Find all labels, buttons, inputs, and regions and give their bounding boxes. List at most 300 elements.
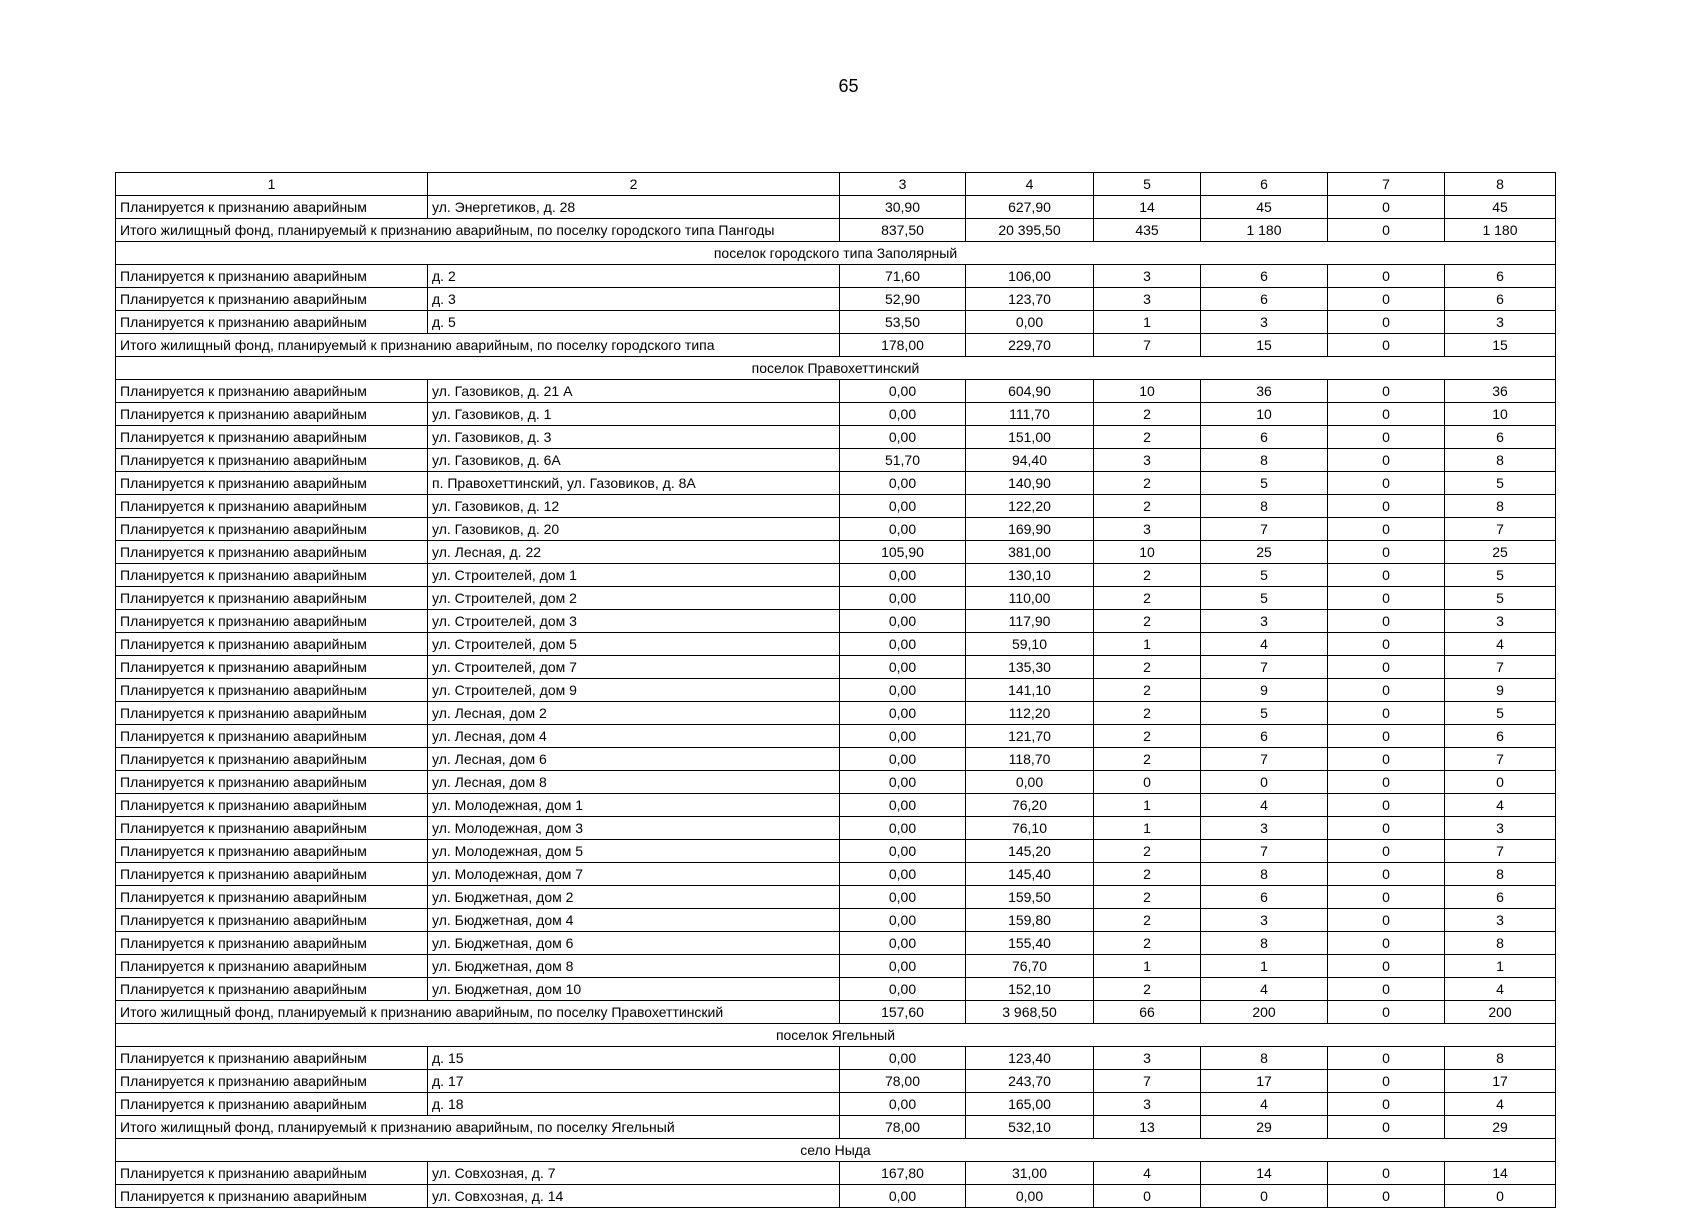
value-cell: 0 [1328, 817, 1445, 840]
value-cell: 2 [1094, 909, 1201, 932]
table-row [116, 863, 1556, 886]
value-cell: 0,00 [840, 978, 966, 1001]
value-cell: 17 [1445, 1070, 1556, 1093]
table-row [116, 495, 1556, 518]
value-cell: 2 [1094, 725, 1201, 748]
total-label: Итого жилищный фонд, планируемый к признанию аварийным, по поселку Правохеттинский [116, 1001, 840, 1024]
address-cell: ул. Лесная, д. 22 [428, 541, 840, 564]
value-cell: 229,70 [966, 334, 1094, 357]
value-cell: 20 395,50 [966, 219, 1094, 242]
value-cell: 0,00 [840, 932, 966, 955]
value-cell: 0,00 [966, 311, 1094, 334]
table-row [116, 472, 1556, 495]
value-cell: 36 [1445, 380, 1556, 403]
value-cell: 2 [1094, 932, 1201, 955]
value-cell: 117,90 [966, 610, 1094, 633]
column-number-header-row [116, 173, 1556, 196]
value-cell: 0,00 [840, 771, 966, 794]
value-cell: 1 [1094, 311, 1201, 334]
value-cell: 159,80 [966, 909, 1094, 932]
value-cell: 145,40 [966, 863, 1094, 886]
value-cell: 0,00 [840, 794, 966, 817]
table-row [116, 449, 1556, 472]
value-cell: 0 [1328, 1185, 1445, 1208]
value-cell: 0,00 [840, 955, 966, 978]
value-cell: 122,20 [966, 495, 1094, 518]
value-cell: 0 [1328, 748, 1445, 771]
value-cell: 4 [1201, 633, 1328, 656]
status-cell: Планируется к признанию аварийным [116, 587, 428, 610]
value-cell: 0 [1328, 679, 1445, 702]
address-cell: д. 2 [428, 265, 840, 288]
table-row [116, 817, 1556, 840]
status-cell: Планируется к признанию аварийным [116, 1070, 428, 1093]
address-cell: ул. Газовиков, д. 6А [428, 449, 840, 472]
table-row [116, 311, 1556, 334]
value-cell: 8 [1201, 449, 1328, 472]
table-row [116, 564, 1556, 587]
value-cell: 0 [1328, 840, 1445, 863]
value-cell: 1 [1094, 633, 1201, 656]
status-cell: Планируется к признанию аварийным [116, 472, 428, 495]
value-cell: 10 [1445, 403, 1556, 426]
value-cell: 0 [1328, 955, 1445, 978]
value-cell: 2 [1094, 426, 1201, 449]
value-cell: 0,00 [840, 817, 966, 840]
status-cell: Планируется к признанию аварийным [116, 265, 428, 288]
value-cell: 435 [1094, 219, 1201, 242]
status-cell: Планируется к признанию аварийным [116, 886, 428, 909]
table-row [116, 794, 1556, 817]
value-cell: 2 [1094, 495, 1201, 518]
value-cell: 6 [1445, 288, 1556, 311]
value-cell: 0,00 [840, 656, 966, 679]
value-cell: 1 [1094, 817, 1201, 840]
value-cell: 8 [1201, 932, 1328, 955]
value-cell: 112,20 [966, 702, 1094, 725]
table-row [116, 656, 1556, 679]
value-cell: 6 [1201, 886, 1328, 909]
address-cell: ул. Бюджетная, дом 6 [428, 932, 840, 955]
value-cell: 155,40 [966, 932, 1094, 955]
table-row [116, 748, 1556, 771]
address-cell: ул. Совхозная, д. 7 [428, 1162, 840, 1185]
status-cell: Планируется к признанию аварийным [116, 1093, 428, 1116]
section-title: поселок Ягельный [116, 1024, 1556, 1047]
table-row [116, 587, 1556, 610]
status-cell: Планируется к признанию аварийным [116, 955, 428, 978]
address-cell: ул. Лесная, дом 6 [428, 748, 840, 771]
address-cell: ул. Лесная, дом 8 [428, 771, 840, 794]
value-cell: 4 [1445, 794, 1556, 817]
status-cell: Планируется к признанию аварийным [116, 1047, 428, 1070]
status-cell: Планируется к признанию аварийным [116, 748, 428, 771]
value-cell: 167,80 [840, 1162, 966, 1185]
value-cell: 152,10 [966, 978, 1094, 1001]
value-cell: 0 [1328, 265, 1445, 288]
value-cell: 9 [1445, 679, 1556, 702]
value-cell: 0 [1328, 449, 1445, 472]
status-cell: Планируется к признанию аварийным [116, 978, 428, 1001]
value-cell: 2 [1094, 863, 1201, 886]
value-cell: 7 [1445, 518, 1556, 541]
value-cell: 2 [1094, 886, 1201, 909]
value-cell: 8 [1445, 932, 1556, 955]
value-cell: 0,00 [840, 587, 966, 610]
table-row [116, 633, 1556, 656]
status-cell: Планируется к признанию аварийным [116, 449, 428, 472]
value-cell: 121,70 [966, 725, 1094, 748]
status-cell: Планируется к признанию аварийным [116, 288, 428, 311]
value-cell: 53,50 [840, 311, 966, 334]
address-cell: ул. Строителей, дом 9 [428, 679, 840, 702]
value-cell: 76,70 [966, 955, 1094, 978]
status-cell: Планируется к признанию аварийным [116, 817, 428, 840]
value-cell: 2 [1094, 610, 1201, 633]
value-cell: 159,50 [966, 886, 1094, 909]
value-cell: 0,00 [840, 403, 966, 426]
value-cell: 13 [1094, 1116, 1201, 1139]
value-cell: 1 180 [1201, 219, 1328, 242]
value-cell: 157,60 [840, 1001, 966, 1024]
value-cell: 0 [1328, 426, 1445, 449]
value-cell: 0,00 [840, 702, 966, 725]
value-cell: 0 [1328, 518, 1445, 541]
value-cell: 200 [1445, 1001, 1556, 1024]
value-cell: 0 [1201, 771, 1328, 794]
value-cell: 0 [1328, 886, 1445, 909]
table-row [116, 909, 1556, 932]
value-cell: 2 [1094, 679, 1201, 702]
value-cell: 3 [1094, 288, 1201, 311]
value-cell: 76,20 [966, 794, 1094, 817]
value-cell: 8 [1445, 449, 1556, 472]
value-cell: 5 [1201, 702, 1328, 725]
value-cell: 604,90 [966, 380, 1094, 403]
value-cell: 10 [1201, 403, 1328, 426]
address-cell: ул. Газовиков, д. 12 [428, 495, 840, 518]
value-cell: 7 [1445, 840, 1556, 863]
value-cell: 837,50 [840, 219, 966, 242]
value-cell: 2 [1094, 978, 1201, 1001]
total-row [116, 219, 1556, 242]
value-cell: 135,30 [966, 656, 1094, 679]
value-cell: 29 [1445, 1116, 1556, 1139]
value-cell: 2 [1094, 748, 1201, 771]
address-cell: ул. Строителей, дом 7 [428, 656, 840, 679]
value-cell: 200 [1201, 1001, 1328, 1024]
status-cell: Планируется к признанию аварийным [116, 840, 428, 863]
address-cell: ул. Газовиков, д. 21 А [428, 380, 840, 403]
table-row [116, 1162, 1556, 1185]
value-cell: 0 [1328, 656, 1445, 679]
value-cell: 8 [1445, 1047, 1556, 1070]
value-cell: 66 [1094, 1001, 1201, 1024]
value-cell: 9 [1201, 679, 1328, 702]
column-header: 2 [428, 173, 840, 196]
value-cell: 0 [1328, 909, 1445, 932]
address-cell: д. 5 [428, 311, 840, 334]
value-cell: 3 [1094, 518, 1201, 541]
value-cell: 10 [1094, 380, 1201, 403]
value-cell: 6 [1445, 886, 1556, 909]
value-cell: 0,00 [840, 679, 966, 702]
status-cell: Планируется к признанию аварийным [116, 518, 428, 541]
value-cell: 0 [1328, 564, 1445, 587]
address-cell: ул. Газовиков, д. 3 [428, 426, 840, 449]
column-header: 7 [1328, 173, 1445, 196]
value-cell: 2 [1094, 472, 1201, 495]
value-cell: 0 [1328, 1116, 1445, 1139]
value-cell: 0,00 [840, 564, 966, 587]
value-cell: 5 [1201, 472, 1328, 495]
value-cell: 0 [1328, 702, 1445, 725]
value-cell: 0 [1328, 610, 1445, 633]
status-cell: Планируется к признанию аварийным [116, 541, 428, 564]
address-cell: ул. Газовиков, д. 20 [428, 518, 840, 541]
status-cell: Планируется к признанию аварийным [116, 564, 428, 587]
value-cell: 0 [1328, 1001, 1445, 1024]
address-cell: ул. Строителей, дом 2 [428, 587, 840, 610]
value-cell: 151,00 [966, 426, 1094, 449]
status-cell: Планируется к признанию аварийным [116, 771, 428, 794]
value-cell: 3 [1094, 1093, 1201, 1116]
value-cell: 381,00 [966, 541, 1094, 564]
address-cell: ул. Строителей, дом 5 [428, 633, 840, 656]
value-cell: 25 [1201, 541, 1328, 564]
value-cell: 2 [1094, 840, 1201, 863]
value-cell: 51,70 [840, 449, 966, 472]
value-cell: 6 [1445, 426, 1556, 449]
value-cell: 0 [1328, 403, 1445, 426]
value-cell: 7 [1201, 656, 1328, 679]
value-cell: 0 [1328, 771, 1445, 794]
value-cell: 52,90 [840, 288, 966, 311]
value-cell: 6 [1201, 265, 1328, 288]
value-cell: 0 [1445, 771, 1556, 794]
address-cell: ул. Бюджетная, дом 10 [428, 978, 840, 1001]
address-cell: ул. Бюджетная, дом 4 [428, 909, 840, 932]
value-cell: 6 [1445, 265, 1556, 288]
value-cell: 7 [1201, 840, 1328, 863]
status-cell: Планируется к признанию аварийным [116, 610, 428, 633]
value-cell: 59,10 [966, 633, 1094, 656]
status-cell: Планируется к признанию аварийным [116, 702, 428, 725]
value-cell: 6 [1201, 288, 1328, 311]
value-cell: 0,00 [840, 426, 966, 449]
value-cell: 14 [1201, 1162, 1328, 1185]
value-cell: 31,00 [966, 1162, 1094, 1185]
address-cell: ул. Молодежная, дом 5 [428, 840, 840, 863]
address-cell: ул. Газовиков, д. 1 [428, 403, 840, 426]
value-cell: 0 [1201, 1185, 1328, 1208]
value-cell: 5 [1201, 564, 1328, 587]
value-cell: 3 [1445, 817, 1556, 840]
value-cell: 0 [1094, 1185, 1201, 1208]
value-cell: 5 [1445, 702, 1556, 725]
value-cell: 0 [1328, 541, 1445, 564]
value-cell: 14 [1094, 196, 1201, 219]
value-cell: 0,00 [840, 472, 966, 495]
value-cell: 0 [1328, 725, 1445, 748]
value-cell: 243,70 [966, 1070, 1094, 1093]
status-cell: Планируется к признанию аварийным [116, 403, 428, 426]
address-cell: ул. Строителей, дом 3 [428, 610, 840, 633]
value-cell: 1 [1094, 955, 1201, 978]
value-cell: 15 [1445, 334, 1556, 357]
value-cell: 45 [1201, 196, 1328, 219]
value-cell: 0,00 [840, 725, 966, 748]
address-cell: ул. Строителей, дом 1 [428, 564, 840, 587]
column-header: 5 [1094, 173, 1201, 196]
table-row [116, 886, 1556, 909]
value-cell: 3 [1201, 610, 1328, 633]
total-label: Итого жилищный фонд, планируемый к признанию аварийным, по поселку Ягельный [116, 1116, 840, 1139]
table-row [116, 840, 1556, 863]
total-row [116, 334, 1556, 357]
value-cell: 6 [1445, 725, 1556, 748]
status-cell: Планируется к признанию аварийным [116, 311, 428, 334]
value-cell: 0,00 [966, 771, 1094, 794]
value-cell: 45 [1445, 196, 1556, 219]
value-cell: 5 [1445, 472, 1556, 495]
value-cell: 30,90 [840, 196, 966, 219]
value-cell: 78,00 [840, 1070, 966, 1093]
address-cell: д. 17 [428, 1070, 840, 1093]
value-cell: 0,00 [840, 1185, 966, 1208]
value-cell: 4 [1201, 1093, 1328, 1116]
table-row [116, 610, 1556, 633]
value-cell: 0,00 [840, 518, 966, 541]
table-row [116, 541, 1556, 564]
value-cell: 3 [1445, 610, 1556, 633]
value-cell: 7 [1201, 518, 1328, 541]
value-cell: 7 [1094, 334, 1201, 357]
value-cell: 0,00 [840, 633, 966, 656]
table-row [116, 1093, 1556, 1116]
value-cell: 3 [1445, 909, 1556, 932]
status-cell: Планируется к признанию аварийным [116, 380, 428, 403]
address-cell: д. 3 [428, 288, 840, 311]
address-cell: ул. Совхозная, д. 14 [428, 1185, 840, 1208]
value-cell: 4 [1201, 794, 1328, 817]
section-title: поселок городского типа Заполярный [116, 242, 1556, 265]
table-row [116, 265, 1556, 288]
value-cell: 3 [1201, 817, 1328, 840]
total-label: Итого жилищный фонд, планируемый к признанию аварийным, по поселку городского типа Пангоды [116, 219, 840, 242]
value-cell: 0 [1328, 288, 1445, 311]
table-row [116, 403, 1556, 426]
value-cell: 71,60 [840, 265, 966, 288]
value-cell: 3 [1201, 311, 1328, 334]
value-cell: 17 [1201, 1070, 1328, 1093]
status-cell: Планируется к признанию аварийным [116, 932, 428, 955]
page-number: 65 [838, 76, 859, 96]
address-cell: ул. Бюджетная, дом 8 [428, 955, 840, 978]
value-cell: 1 180 [1445, 219, 1556, 242]
status-cell: Планируется к признанию аварийным [116, 495, 428, 518]
value-cell: 0,00 [840, 886, 966, 909]
table-row [116, 702, 1556, 725]
value-cell: 4 [1094, 1162, 1201, 1185]
value-cell: 106,00 [966, 265, 1094, 288]
value-cell: 2 [1094, 587, 1201, 610]
address-cell: д. 15 [428, 1047, 840, 1070]
status-cell: Планируется к признанию аварийным [116, 909, 428, 932]
value-cell: 4 [1445, 978, 1556, 1001]
value-cell: 0,00 [966, 1185, 1094, 1208]
value-cell: 2 [1094, 403, 1201, 426]
value-cell: 8 [1445, 863, 1556, 886]
column-header: 8 [1445, 173, 1556, 196]
value-cell: 1 [1445, 955, 1556, 978]
value-cell: 0 [1328, 1093, 1445, 1116]
value-cell: 169,90 [966, 518, 1094, 541]
column-header: 3 [840, 173, 966, 196]
section-title: село Ныда [116, 1139, 1556, 1162]
value-cell: 76,10 [966, 817, 1094, 840]
value-cell: 1 [1094, 794, 1201, 817]
value-cell: 0 [1328, 495, 1445, 518]
value-cell: 0 [1094, 771, 1201, 794]
table-row [116, 932, 1556, 955]
value-cell: 0,00 [840, 380, 966, 403]
address-cell: ул. Энергетиков, д. 28 [428, 196, 840, 219]
value-cell: 10 [1094, 541, 1201, 564]
value-cell: 0 [1328, 472, 1445, 495]
value-cell: 111,70 [966, 403, 1094, 426]
value-cell: 3 [1445, 311, 1556, 334]
status-cell: Планируется к признанию аварийным [116, 1162, 428, 1185]
value-cell: 141,10 [966, 679, 1094, 702]
value-cell: 0 [1328, 978, 1445, 1001]
value-cell: 6 [1201, 725, 1328, 748]
value-cell: 118,70 [966, 748, 1094, 771]
section-title: поселок Правохеттинский [116, 357, 1556, 380]
value-cell: 8 [1201, 495, 1328, 518]
status-cell: Планируется к признанию аварийным [116, 426, 428, 449]
value-cell: 15 [1201, 334, 1328, 357]
value-cell: 3 [1094, 449, 1201, 472]
value-cell: 110,00 [966, 587, 1094, 610]
value-cell: 7 [1445, 656, 1556, 679]
value-cell: 78,00 [840, 1116, 966, 1139]
value-cell: 0 [1328, 633, 1445, 656]
value-cell: 0,00 [840, 863, 966, 886]
value-cell: 0,00 [840, 495, 966, 518]
address-cell: ул. Лесная, дом 2 [428, 702, 840, 725]
total-row [116, 1001, 1556, 1024]
status-cell: Планируется к признанию аварийным [116, 633, 428, 656]
value-cell: 0 [1328, 1162, 1445, 1185]
value-cell: 0 [1328, 311, 1445, 334]
value-cell: 0 [1328, 587, 1445, 610]
value-cell: 0 [1328, 1070, 1445, 1093]
value-cell: 627,90 [966, 196, 1094, 219]
table-row [116, 288, 1556, 311]
value-cell: 0 [1328, 334, 1445, 357]
value-cell: 0 [1328, 196, 1445, 219]
value-cell: 0 [1328, 1047, 1445, 1070]
table-row [116, 380, 1556, 403]
value-cell: 2 [1094, 702, 1201, 725]
value-cell: 0 [1328, 219, 1445, 242]
value-cell: 3 [1094, 1047, 1201, 1070]
value-cell: 4 [1201, 978, 1328, 1001]
value-cell: 6 [1201, 426, 1328, 449]
value-cell: 25 [1445, 541, 1556, 564]
value-cell: 0 [1328, 380, 1445, 403]
